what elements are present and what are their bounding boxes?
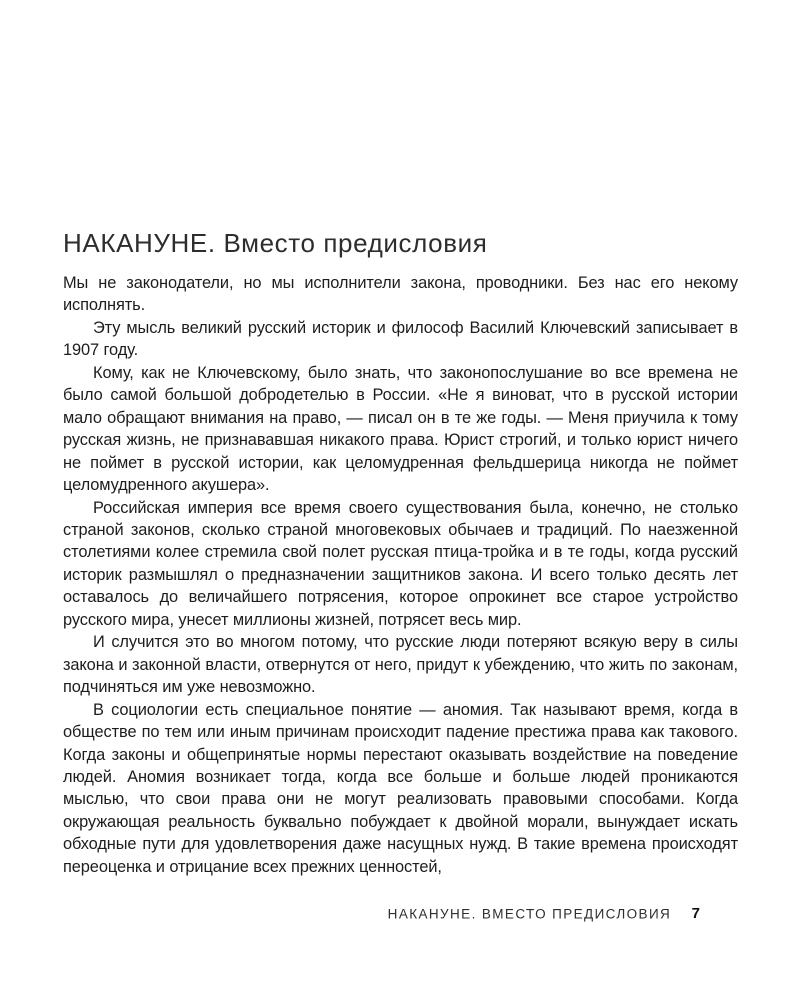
paragraph: Российская империя все время своего существования была, конечно, не столько страной законов, сколько страной многовековых обычаев и традиций. По наезженной столетиями колее стремила свой полет русская птица-тройка и в те годы, когда русский историк размышлял о предназначении защитников закона. И всего только десять лет оставалось до величайшего потрясения, которое опрокинет все старое устройство русского мира, унесет миллионы жизней, потрясет весь мир. xyxy=(63,498,738,629)
page-footer xyxy=(63,905,700,923)
running-title: НАКАНУНЕ. ВМЕСТО ПРЕДИСЛОВИЯ xyxy=(387,906,672,922)
paragraph: В социологии есть специальное понятие — аномия. Так называют время, когда в обществе по тем или иным причинам происходит падение престижа права как такового. Когда законы и общепринятые нормы перестают оказывать воздействие на поведение людей. Аномия возникает тогда, когда все больше и больше людей проникаются мыслью, что свои права они не могут реализовать правовыми способами. Когда окружающая реальность буквально побуждает к двойной морали, вынуждает искать обходные пути для удовлетворения даже насущных нужд. В такие времена происходят переоценка и отрицание всех прежних ценностей, xyxy=(63,700,738,876)
paragraph: Кому, как не Ключевскому, было знать, что законопослушание во все времена не было самой большой добродетелью в России. «Не я виноват, что в русской истории мало обращают внимания на право, — писал он в те же годы. — Меня приучила к тому русская жизнь, не признававшая никакого права. Юрист строгий, и только юрист ничего не поймет в русской истории, как целомудренная фельдшерица никогда не поймет целомудренного акушера». xyxy=(63,363,738,495)
paragraph: Эту мысль великий русский историк и философ Василий Ключевский записывает в 1907 году. xyxy=(63,318,738,360)
body-text xyxy=(63,272,738,878)
chapter-title: НАКАНУНЕ. Вместо предисловия xyxy=(63,228,488,258)
paragraph: И случится это во многом потому, что русские люди потеряют всякую веру в силы закона и законной власти, отвернутся от него, придут к убеждению, что жить по законам, подчиняться им уже невозможно. xyxy=(63,633,738,697)
page-number: 7 xyxy=(691,905,700,923)
paragraph: Мы не законодатели, но мы исполнители закона, проводники. Без нас его некому исполнять. xyxy=(63,274,738,315)
